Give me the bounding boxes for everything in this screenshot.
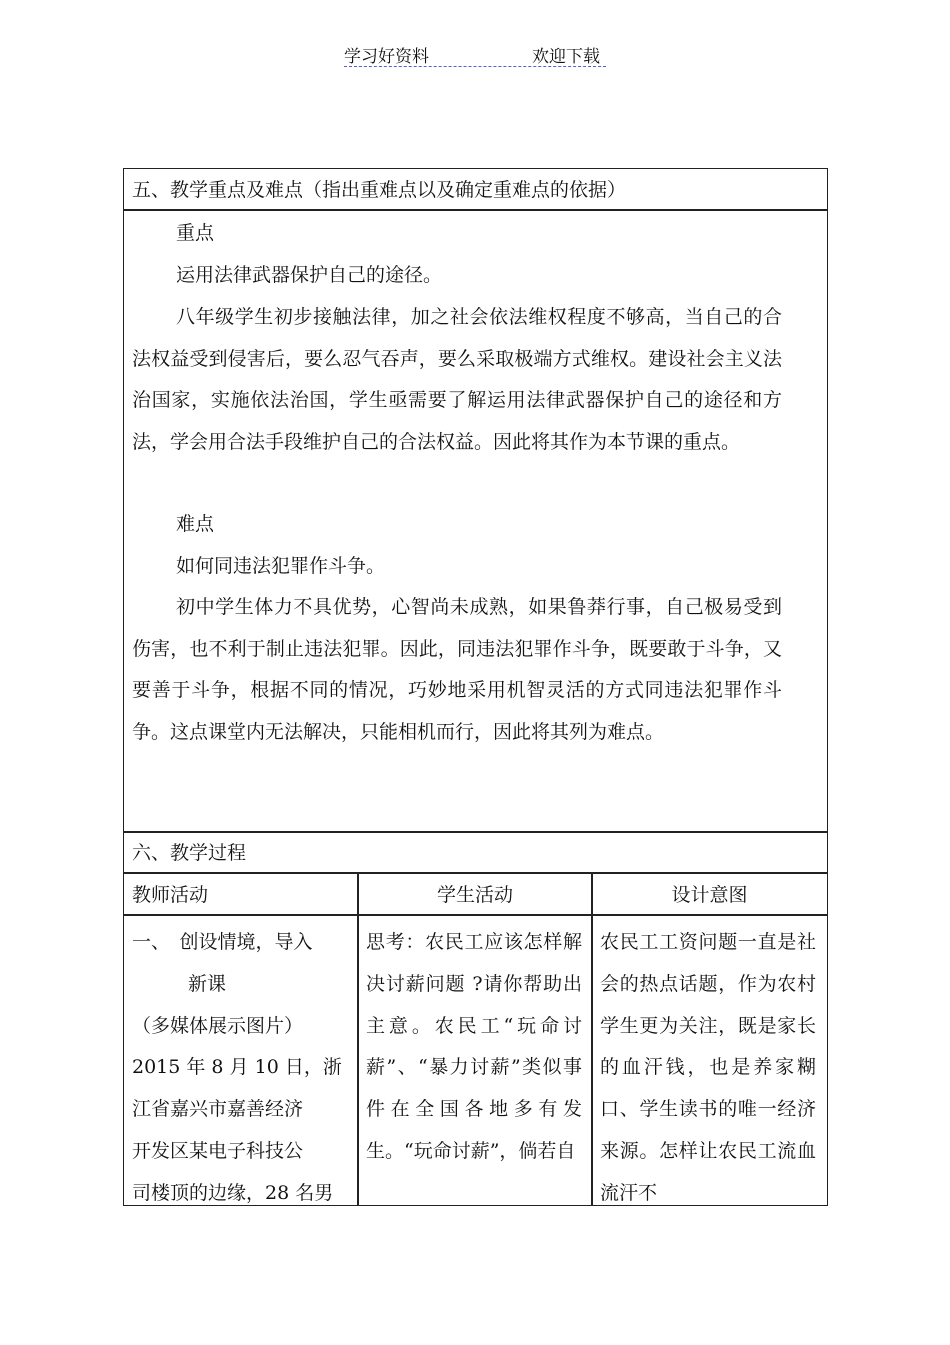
header-right-text: 欢迎下载 (532, 47, 600, 67)
teacher-line: 江省嘉兴市嘉善经济 (132, 1098, 304, 1121)
teacher-activity-cell (123, 914, 359, 1206)
student-activity-cell (357, 914, 593, 1206)
teacher-line: 2015 年 8 月 10 日，浙 (132, 1056, 342, 1079)
column-header-teacher: 教师活动 (123, 872, 359, 916)
design-intent-text: 农民工工资问题一直是社会的热点话题，作为农村学生更为关注，既是家长的血汗钱，也是养家糊口、学生读书的唯一经济来源。怎样让农民工流血流汗不 (600, 931, 816, 1204)
difficulty-label: 难点 (176, 513, 215, 535)
teacher-line: 新课 (188, 972, 227, 995)
teacher-line: 一、 创设情境，导入 (132, 931, 313, 953)
design-intent-cell (591, 914, 828, 1206)
column-header-student: 学生活动 (357, 872, 593, 916)
header-left-text: 学习好资料 (344, 47, 429, 67)
teacher-line: 司楼顶的边缘，28 名男 (132, 1181, 334, 1204)
difficulty-reason: 初中学生体力不具优势，心智尚未成熟，如果鲁莽行事，自己极易受到伤害，也不利于制止违法犯罪。因此，同违法犯罪作斗争，既要敢于斗争，又要善于斗争，根据不同的情况，巧妙地采用机智灵活的方式同违法犯罪作斗争。这点课堂内无法解决，只能相机而行，因此将其列为难点。 (132, 596, 782, 743)
difficulty-point: 如何同违法犯罪作斗争。 (176, 555, 386, 577)
section5-title: 五、教学重点及难点（指出重难点以及确定重难点的依据） (123, 168, 828, 211)
key-label: 重点 (176, 222, 215, 244)
page-header (0, 38, 950, 68)
column-header-design: 设计意图 (591, 872, 828, 916)
student-activity-text: 思考：农民工应该怎样解决讨薪问题 ?请你帮助出主意。农民工“玩命讨薪”、“暴力讨薪”类似事件在全国各地多有发生。“玩命讨薪”，倘若自 (366, 931, 582, 1162)
teacher-line: （多媒体展示图片） (132, 1014, 304, 1037)
key-point: 运用法律武器保护自己的途径。 (176, 264, 443, 286)
section5-body (123, 209, 828, 833)
teacher-line: 开发区某电子科技公 (132, 1139, 304, 1162)
section6-title: 六、教学过程 (123, 831, 828, 874)
header-dashed-rule (344, 66, 606, 67)
teacher-activity-text (132, 922, 348, 1206)
key-reason: 八年级学生初步接触法律，加之社会依法维权程度不够高，当自己的合法权益受到侵害后，要么忍气吞声，要么采取极端方式维权。建设社会主义法治国家，实施依法治国，学生亟需要了解运用法律武器保护自己的途径和方法，学会用合法手段维护自己的合法权益。因此将其作为本节课的重点。 (132, 306, 782, 453)
